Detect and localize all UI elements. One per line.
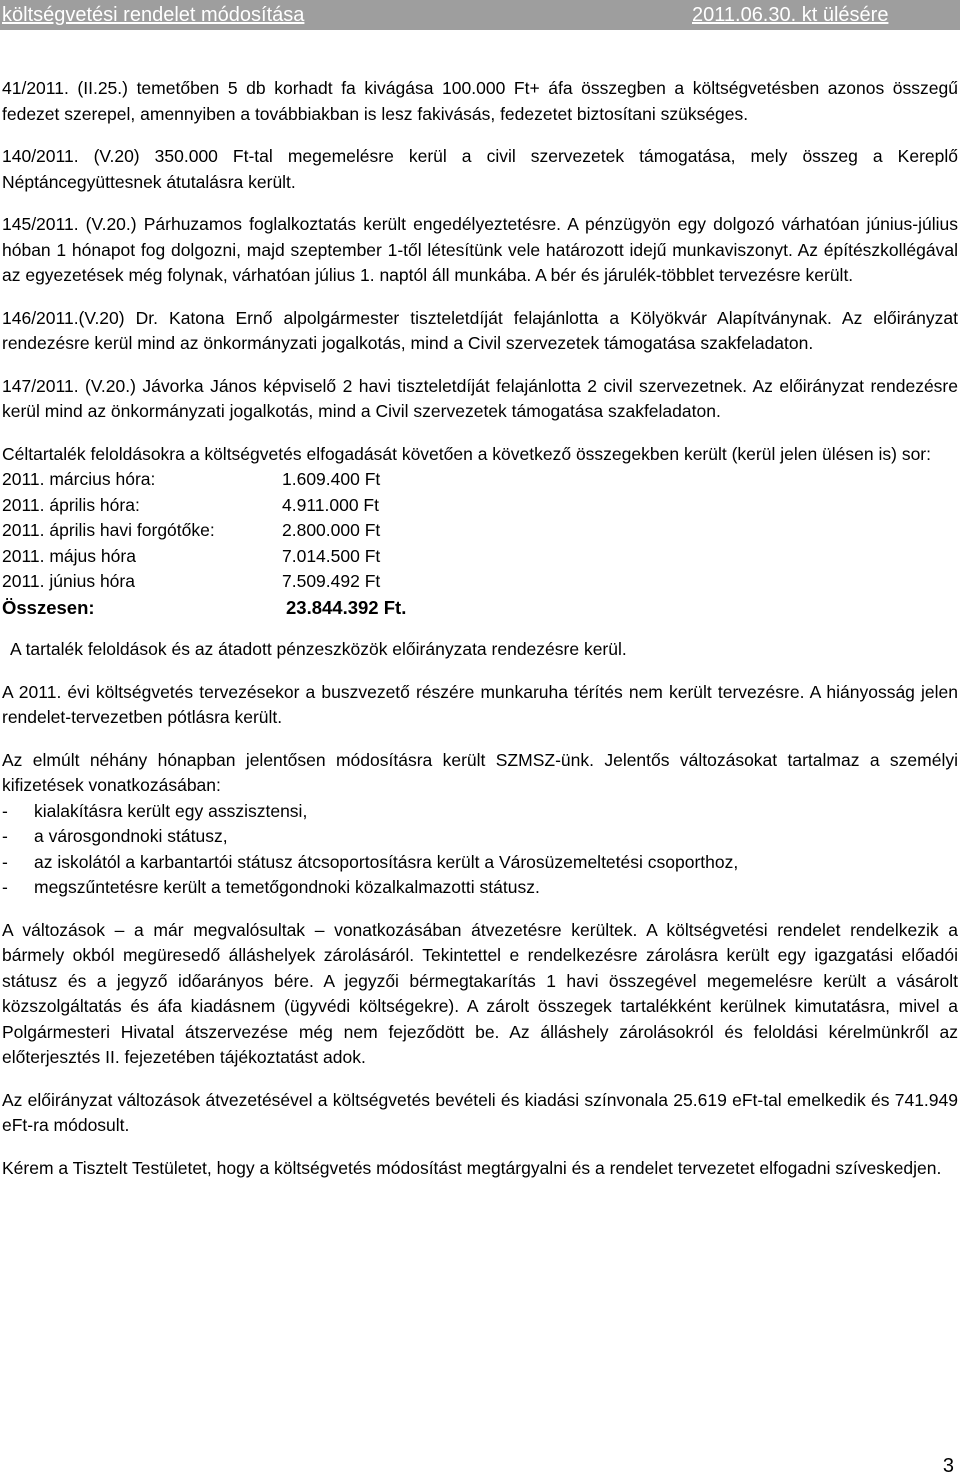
amount-value: 4.911.000 Ft [282, 494, 379, 515]
paragraph: A változások – a már megvalósultak – vonatkozásában átvezetésre kerültek. A költségvetési rendelet rendelkezik a bármely okból megüresedő álláshelyek zárolásáról. Tekintettel e rendelkezésre zárolásra került egy igazgatási előadói státusz és a jegyző időarányos bére. A jegyzői bérmegtakarítás 1 havi összegével megemelésre került a vásárolt közszolgáltatás és áfa kiadásnem (ügyvédi költségekre). A zárolt összegek tartalékként kerülnek kimutatásra, mivel a Polgármesteri Hivatal átszervezése még nem fejeződött be. Az álláshely zárolásokról és feloldási kérelmünkről az előterjesztés II. fejezetében tájékoztatást adok. [2, 919, 958, 1067]
amount-row [2, 493, 958, 519]
paragraph: 41/2011. (II.25.) temetőben 5 db korhadt fa kivágása 100.000 Ft+ áfa összegben a költségvetésben azonos összegű fedezet szerepel, amennyiben a továbbiakban is lesz fakivásás, fedezetet biztosítani szükséges. [2, 78, 958, 124]
dash-bullet: - [2, 800, 8, 821]
paragraph: Kérem a Tisztelt Testületet, hogy a költségvetés módosítást megtárgyalni és a rendelet tervezetet elfogadni szíveskedjen. [2, 1157, 942, 1178]
paragraph: 145/2011. (V.20.) Párhuzamos foglalkoztatás került engedélyeztetésre. A pénzügyön egy dolgozó várhatóan június-július hóban 1 hónapot fog dolgozni, majd szeptember 1-től létesítünk vele határozott idejű munkaviszonyt. Az építészkollégával az egyezetések még folynak, várhatóan július 1. naptól áll munkába. A bér és járulék-többlet tervezésre került. [2, 214, 958, 285]
dash-list [2, 799, 958, 901]
total-row [2, 595, 958, 621]
amount-row [2, 569, 958, 595]
amount-label: 2011. április havi forgótőke: [2, 520, 215, 540]
paragraph: A tartalék feloldások és az átadott pénzeszközök előirányzata rendezésre kerül. [10, 639, 627, 659]
document-body [2, 76, 958, 1198]
amount-label: 2011. április hóra: [2, 494, 140, 515]
amount-label: 2011. május hóra [2, 545, 136, 566]
amount-label: 2011. június hóra [2, 571, 135, 591]
page-header [0, 0, 960, 30]
dash-bullet: - [2, 851, 8, 872]
list-item-text: a városgondnoki státusz, [34, 826, 228, 846]
amount-value: 1.609.400 Ft [282, 469, 381, 489]
list-item [2, 850, 958, 876]
list-item-text: az iskolától a karbantartói státusz átcsoportosításra került a Városüzemeltetési csoporthoz, [34, 851, 739, 872]
paragraph: 140/2011. (V.20) 350.000 Ft-tal megemelésre kerül a civil szervezetek támogatása, mely összeg a Kereplő Néptáncegyüttesnek átutalásra került. [2, 146, 958, 192]
amounts-table [2, 467, 958, 620]
amount-label: 2011. március hóra: [2, 469, 156, 489]
amount-row [2, 544, 958, 570]
paragraph: 146/2011.(V.20) Dr. Katona Ernő alpolgármester tiszteletdíját felajánlotta a Kölyökvár Alapítványnak. Az előirányzat rendezésre kerül mind az önkormányzati jogalkotás, mind a Civil szervezetek támogatása szakfeladaton. [2, 307, 958, 353]
paragraph: A 2011. évi költségvetés tervezésekor a buszvezető részére munkaruha térítés nem került tervezésre. A hiányosság jelen rendelet-tervezetben pótlásra került. [2, 681, 958, 727]
list-item [2, 824, 958, 850]
list-item-text: kialakításra került egy asszisztensi, [34, 800, 308, 821]
amount-row [2, 518, 958, 544]
total-value: 23.844.392 Ft. [286, 596, 407, 618]
amount-row [2, 467, 958, 493]
dash-bullet: - [2, 877, 8, 897]
amount-value: 2.800.000 Ft [282, 520, 381, 540]
list-item [2, 799, 958, 825]
paragraph: Az előirányzat változások átvezetésével a költségvetés bevételi és kiadási színvonala 25.619 eFt-tal emelkedik és 741.949 eFt-ra módosult. [2, 1089, 958, 1135]
dash-bullet: - [2, 826, 8, 846]
total-label: Összesen: [2, 596, 95, 618]
paragraph: Az elmúlt néhány hónapban jelentősen módosításra került SZMSZ-ünk. Jelentős változásokat tartalmaz a személyi kifizetések vonatkozásában: [2, 749, 958, 795]
paragraph: 147/2011. (V.20.) Jávorka János képviselő 2 havi tiszteletdíját felajánlotta 2 civil szervezetnek. Az előirányzat rendezésre kerül mind az önkormányzati jogalkotás, mind a Civil szervezetek támogatása szakfeladaton. [2, 375, 958, 421]
header-title: költségvetési rendelet módosítása [2, 4, 305, 26]
list-item-text: megszűntetésre került a temetőgondnoki közalkalmazotti státusz. [34, 877, 540, 897]
header-date: 2011.06.30. kt ülésére [692, 4, 889, 26]
amount-value: 7.014.500 Ft [282, 545, 381, 566]
paragraph: Céltartalék feloldásokra a költségvetés elfogadását követően a következő összegekben került (kerül jelen ülésen is) sor: [2, 443, 931, 464]
amount-value: 7.509.492 Ft [282, 571, 381, 591]
page-number: 3 [942, 1455, 954, 1477]
list-item [2, 875, 958, 901]
